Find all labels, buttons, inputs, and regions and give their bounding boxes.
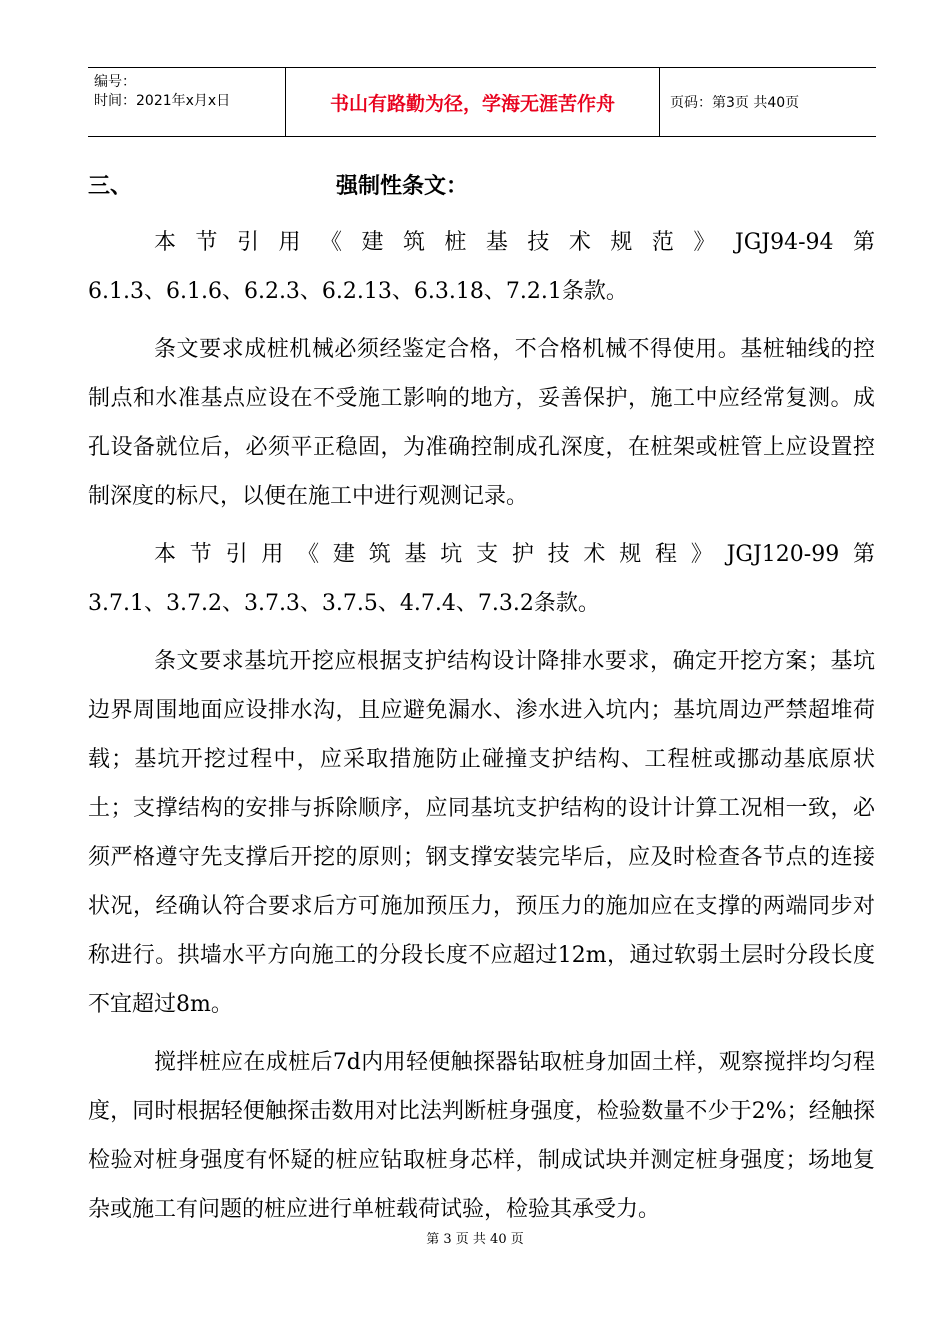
header-page-info: 页码：第3页 共40页 [670, 95, 800, 111]
section-number: 三、 [88, 173, 133, 199]
header-meta [88, 68, 286, 136]
page-header [88, 67, 876, 137]
header-slogan: 书山有路勤为径，学海无涯苦作舟 [286, 68, 660, 136]
document-body [88, 154, 875, 1243]
paragraph-1-line-2: 6.1.3、6.1.6、6.2.3、6.2.13、6.3.18、7.2.1条款。 [88, 279, 628, 304]
number-label: 编号： [94, 74, 136, 90]
paragraph-3-line-2: 3.7.1、3.7.2、3.7.3、3.7.5、4.7.4、7.3.2条款。 [88, 591, 600, 616]
page-footer: 第 3 页 共 40 页 [426, 1232, 524, 1247]
section-heading [88, 154, 875, 218]
paragraph-1-line-1: 本节引用《建筑桩基技术规范》JGJ94-94第 [154, 230, 875, 255]
paragraph-3-line-1: 本节引用《建筑基坑支护技术规程》JGJ120-99第 [154, 542, 875, 567]
section-title: 强制性条文： [336, 173, 469, 199]
paragraph-5: 搅拌桩应在成桩后7d内用轻便触探器钻取桩身加固土样，观察搅拌均匀程度，同时根据轻便触探击数用对比法判断桩身强度，检验数量不少于2%；经触探检验对桩身强度有怀疑的桩应钻取桩身芯样，制成试块并测定桩身强度；场地复杂或施工有问题的桩应进行单桩载荷试验，检验其承受力。 [88, 1050, 875, 1222]
paragraph-2: 条文要求成桩机械必须经鉴定合格，不合格机械不得使用。基桩轴线的控制点和水准基点应设在不受施工影响的地方，妥善保护，施工中应经常复测。成孔设备就位后，必须平正稳固，为准确控制成孔深度，在桩架或桩管上应设置控制深度的标尺，以便在施工中进行观测记录。 [88, 337, 875, 509]
time-label: 时间：2021年x月x日 [94, 93, 231, 109]
paragraph-4: 条文要求基坑开挖应根据支护结构设计降排水要求，确定开挖方案；基坑边界周围地面应设排水沟，且应避免漏水、渗水进入坑内；基坑周边严禁超堆荷载；基坑开挖过程中，应采取措施防止碰撞支护结构、工程桩或挪动基底原状土；支撑结构的安排与拆除顺序，应同基坑支护结构的设计计算工况相一致，必须严格遵守先支撑后开挖的原则；钢支撑安装完毕后，应及时检查各节点的连接状况，经确认符合要求后方可施加预压力，预压力的施加应在支撑的两端同步对称进行。拱墙水平方向施工的分段长度不应超过12m，通过软弱土层时分段长度不宜超过8m。 [88, 649, 875, 1017]
